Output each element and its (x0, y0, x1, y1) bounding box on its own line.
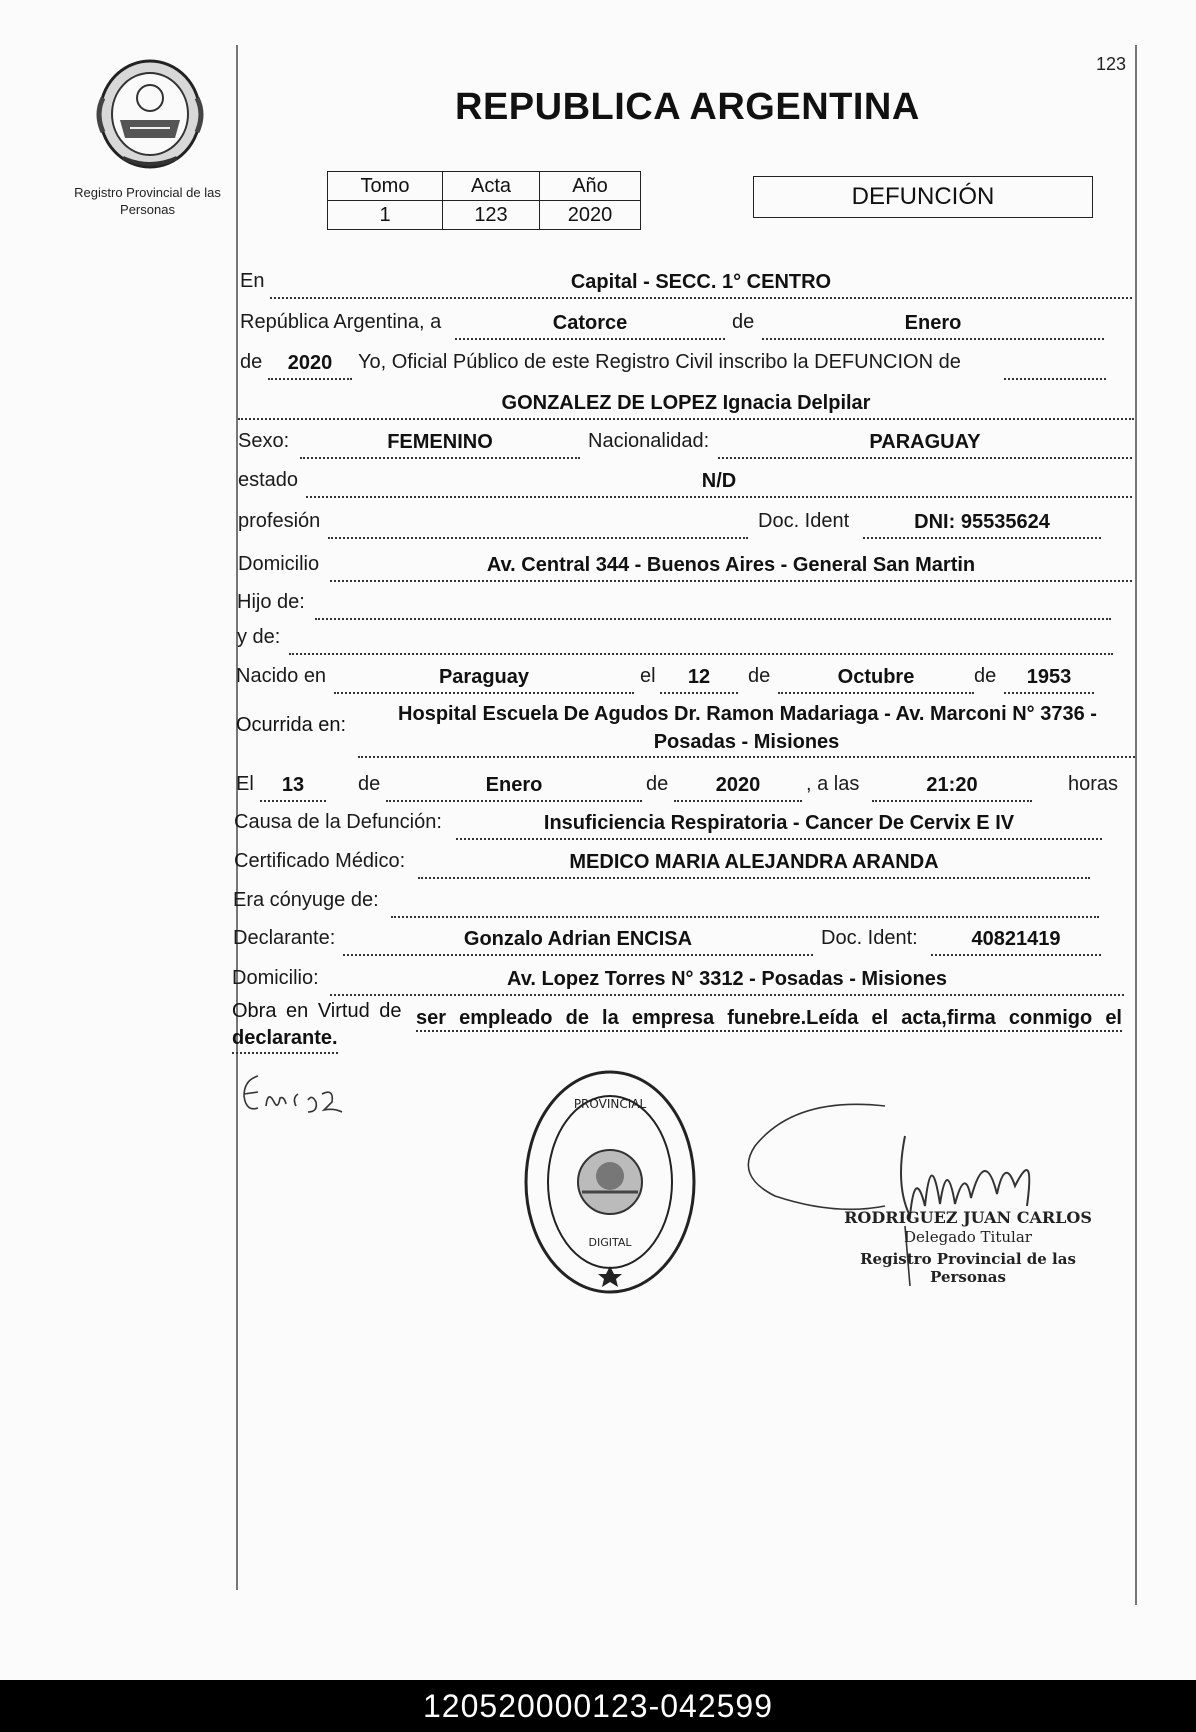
field-ocurrida-linea2: Posadas - Misiones (358, 728, 1135, 758)
row-declarante (233, 922, 1138, 956)
label-decl-doc: Doc. Ident: (821, 927, 918, 949)
row-yde (237, 621, 1142, 655)
field-dia-texto: Catorce (455, 308, 725, 340)
label-de-nac-mes: de (748, 665, 771, 687)
row-sexo-nacionalidad (238, 425, 1143, 459)
field-hijo (315, 588, 1111, 620)
label-declarante: Declarante: (233, 927, 336, 949)
label-certificado: Certificado Médico: (234, 850, 406, 872)
field-conyuge (391, 886, 1099, 918)
field-doc-ident: DNI: 95535624 (863, 507, 1101, 539)
value-acta: 123 (443, 201, 540, 230)
official-name: RODRIGUEZ JUAN CARLOS (844, 1208, 1092, 1227)
field-declarante: Gonzalo Adrian ENCISA (343, 924, 813, 956)
label-alas: , a las (806, 773, 860, 795)
field-domicilio: Av. Central 344 - Buenos Aires - General San Martin (330, 550, 1132, 582)
row-lugar (240, 265, 1145, 299)
row-certificado (234, 845, 1139, 879)
field-yde (289, 623, 1113, 655)
field-nacido-mes: Octubre (778, 662, 974, 694)
official-role: Delegado Titular (904, 1228, 1032, 1246)
label-de-anio: de (240, 351, 263, 373)
reference-header-row (328, 172, 641, 201)
label-de-fallec-mes: de (358, 773, 381, 795)
label-de-fallec-anio: de (646, 773, 669, 795)
label-yde: y de: (237, 626, 281, 648)
row-decl-domicilio (232, 962, 1137, 996)
label-causa: Causa de la Defunción: (234, 811, 442, 833)
row-causa (234, 806, 1139, 840)
field-fallec-anio: 2020 (674, 770, 802, 802)
reference-value-row (328, 201, 641, 230)
official-office: Registro Provincial de las Personas (860, 1250, 1076, 1286)
label-ocurrida: Ocurrida en: (236, 714, 347, 736)
row-anio-oficial (240, 346, 1145, 380)
label-estado: estado (238, 469, 299, 491)
field-fallec-mes: Enero (386, 770, 642, 802)
field-sexo: FEMENINO (300, 427, 580, 459)
label-domicilio: Domicilio (238, 553, 320, 575)
label-doc-ident: Doc. Ident (758, 510, 850, 532)
label-horas: horas (1068, 773, 1119, 795)
header-anio: Año (540, 172, 641, 201)
field-anio: 2020 (268, 348, 352, 380)
label-nacido: Nacido en (236, 665, 327, 687)
field-certificado: MEDICO MARIA ALEJANDRA ARANDA (418, 847, 1090, 879)
barcode-footer: 120520000123-042599 (0, 1680, 1196, 1732)
page-title: REPUBLICA ARGENTINA (455, 86, 920, 128)
label-obra: Obra en Virtud de (232, 1000, 402, 1022)
label-el2: El (236, 773, 254, 795)
row-fecha-inscripcion (240, 306, 1145, 340)
field-obra-linea2: declarante. (232, 1024, 338, 1054)
row-conyuge (233, 884, 1138, 918)
label-de-mes: de (732, 311, 755, 333)
seal-caption: Registro Provincial de las Personas (74, 185, 221, 217)
field-mes: Enero (762, 308, 1104, 340)
label-conyuge: Era cónyuge de: (233, 889, 379, 911)
reference-table (327, 171, 641, 230)
page-number: 123 (1096, 54, 1127, 74)
label-decl-domicilio: Domicilio: (232, 967, 319, 989)
field-decl-doc: 40821419 (931, 924, 1101, 956)
row-estado (238, 464, 1143, 498)
field-oficial-blank (1004, 348, 1106, 380)
field-nombre: GONZALEZ DE LOPEZ Ignacia Delpilar (238, 388, 1134, 420)
label-de-nac-anio: de (974, 665, 997, 687)
field-ocurrida-linea1: Hospital Escuela De Agudos Dr. Ramon Madariaga - Av. Marconi N° 3736 - (398, 703, 1097, 725)
field-lugar: Capital - SECC. 1° CENTRO (270, 267, 1132, 299)
svg-text:DIGITAL: DIGITAL (588, 1236, 632, 1249)
value-tomo: 1 (328, 201, 443, 230)
label-hijo: Hijo de: (237, 591, 305, 613)
label-profesion: profesión (238, 510, 321, 532)
header-acta: Acta (443, 172, 540, 201)
field-profesion (328, 507, 748, 539)
row-domicilio (238, 548, 1143, 582)
label-en: En (240, 270, 265, 292)
row-nacimiento (236, 660, 1141, 694)
field-obra-linea1: ser empleado de la empresa funebre.Leída el acta,firma conmigo el (416, 1006, 1122, 1032)
label-oficial: Yo, Oficial Público de este Registro Civil inscribo la DEFUNCION de (358, 351, 961, 373)
field-nacido-anio: 1953 (1004, 662, 1094, 694)
field-causa: Insuficiencia Respiratoria - Cancer De Cervix E IV (456, 808, 1102, 840)
label-el: el (640, 665, 656, 687)
province-seal-icon (95, 58, 205, 170)
row-fallecimiento (236, 768, 1141, 802)
label-republica: República Argentina, a (240, 311, 442, 333)
header-tomo: Tomo (328, 172, 443, 201)
declarant-signature-icon (238, 1068, 358, 1120)
field-fallec-dia: 13 (260, 770, 326, 802)
label-nacionalidad: Nacionalidad: (588, 430, 710, 452)
row-nombre (238, 386, 1143, 420)
value-anio: 2020 (540, 201, 641, 230)
field-nacionalidad: PARAGUAY (718, 427, 1132, 459)
label-sexo: Sexo: (238, 430, 290, 452)
field-decl-domicilio: Av. Lopez Torres N° 3312 - Posadas - Misiones (330, 964, 1124, 996)
field-hora: 21:20 (872, 770, 1032, 802)
document-type-box: DEFUNCIÓN (753, 176, 1093, 218)
official-stamp-icon (522, 1068, 698, 1296)
row-hijo (237, 586, 1142, 620)
field-estado: N/D (306, 466, 1132, 498)
field-nacido-lugar: Paraguay (334, 662, 634, 694)
row-profesion (238, 505, 1143, 539)
field-nacido-dia: 12 (660, 662, 738, 694)
svg-text:PROVINCIAL: PROVINCIAL (573, 1097, 647, 1111)
